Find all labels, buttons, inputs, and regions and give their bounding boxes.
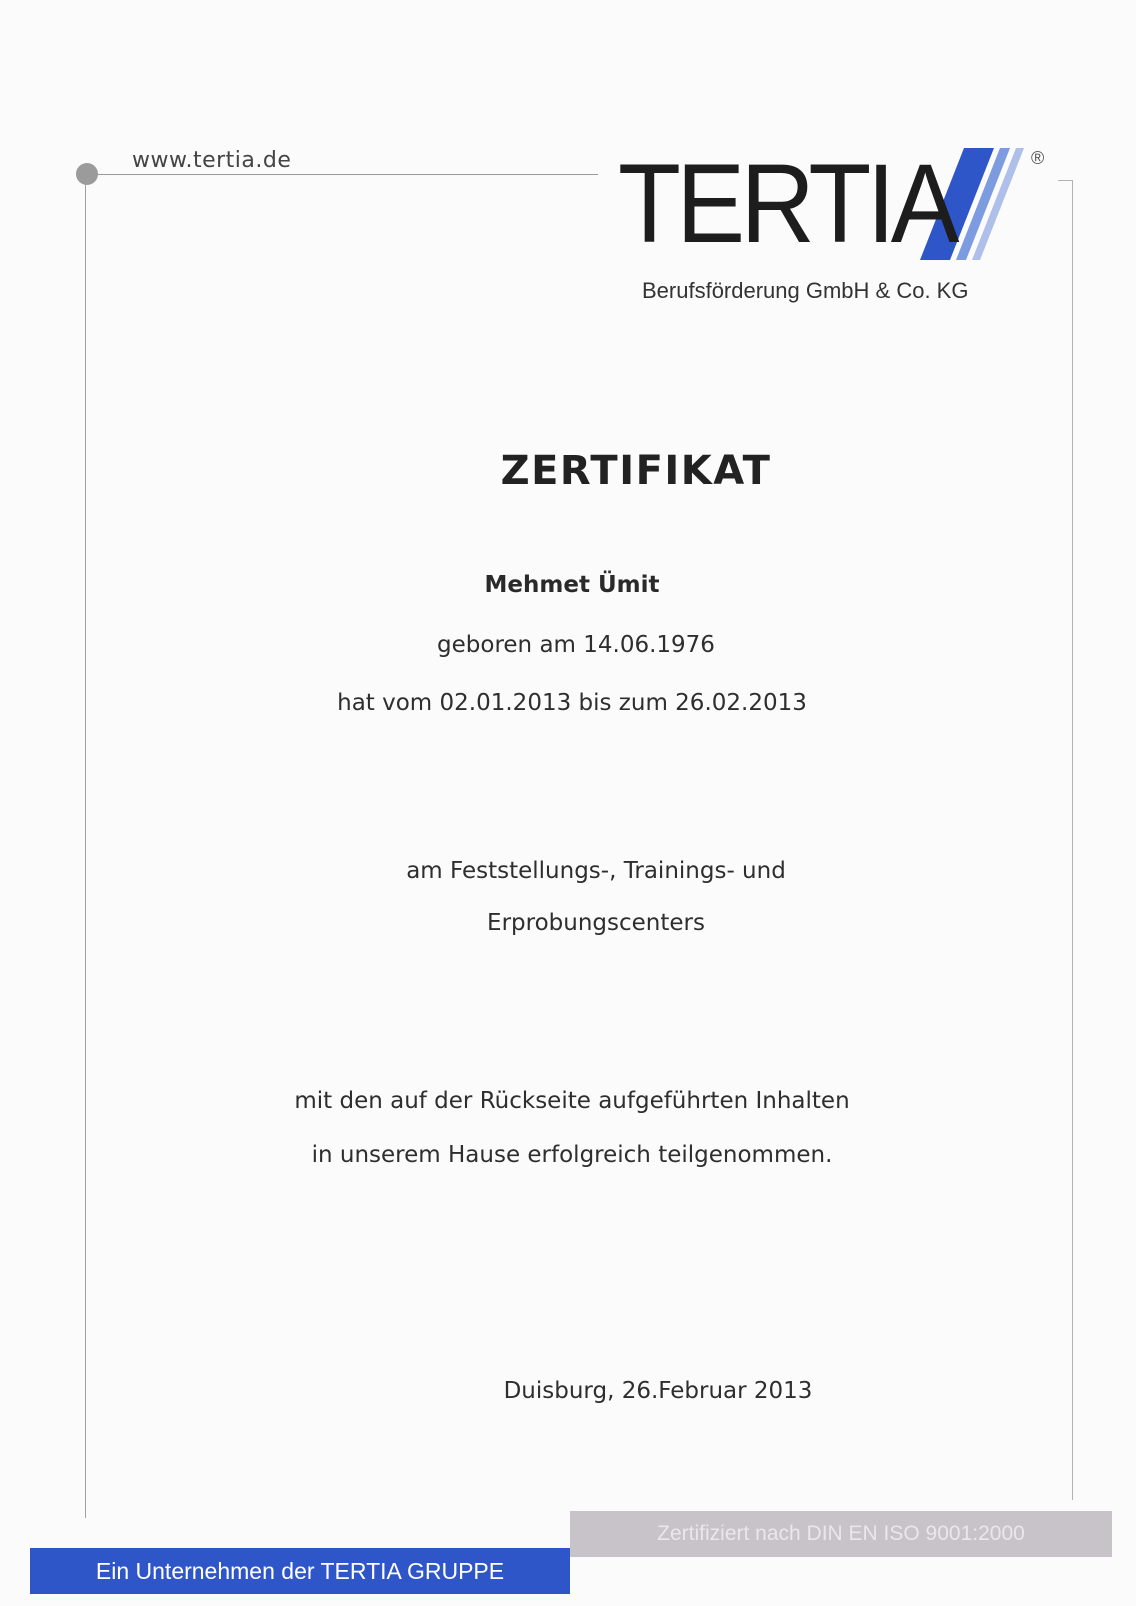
recipient-name: Mehmet Ümit — [484, 572, 660, 598]
center-line-1: am Feststellungs-, Trainings- und — [406, 858, 786, 884]
content-line-2: in unserem Hause erfolgreich teilgenommen. — [311, 1142, 833, 1168]
content-line-1: mit den auf der Rückseite aufgeführten Inhalten — [294, 1088, 850, 1114]
period-line: hat vom 02.01.2013 bis zum 26.02.2013 — [337, 690, 807, 716]
frame-right-line — [1072, 180, 1073, 1500]
logo-subtitle: Berufsförderung GmbH & Co. KG — [642, 278, 969, 303]
bullet-dot-icon — [76, 163, 98, 185]
frame-right-tick — [1058, 180, 1073, 181]
logo-wordmark: TERTIA — [618, 141, 955, 266]
frame-left-line — [85, 174, 86, 1518]
frame-top-line — [86, 174, 598, 175]
group-footer-text: Ein Unternehmen der TERTIA GRUPPE — [95, 1558, 505, 1584]
iso-certification-text: Zertifiziert nach DIN EN ISO 9001:2000 — [657, 1522, 1025, 1545]
tertia-logo — [618, 141, 1058, 314]
website-url: www.tertia.de — [132, 148, 292, 173]
birth-date-line: geboren am 14.06.1976 — [437, 632, 715, 658]
registered-mark: ® — [1031, 148, 1045, 168]
center-line-2: Erprobungscenters — [487, 910, 705, 936]
certificate-title: ZERTIFIKAT — [500, 448, 772, 494]
place-and-date: Duisburg, 26.Februar 2013 — [503, 1378, 813, 1404]
